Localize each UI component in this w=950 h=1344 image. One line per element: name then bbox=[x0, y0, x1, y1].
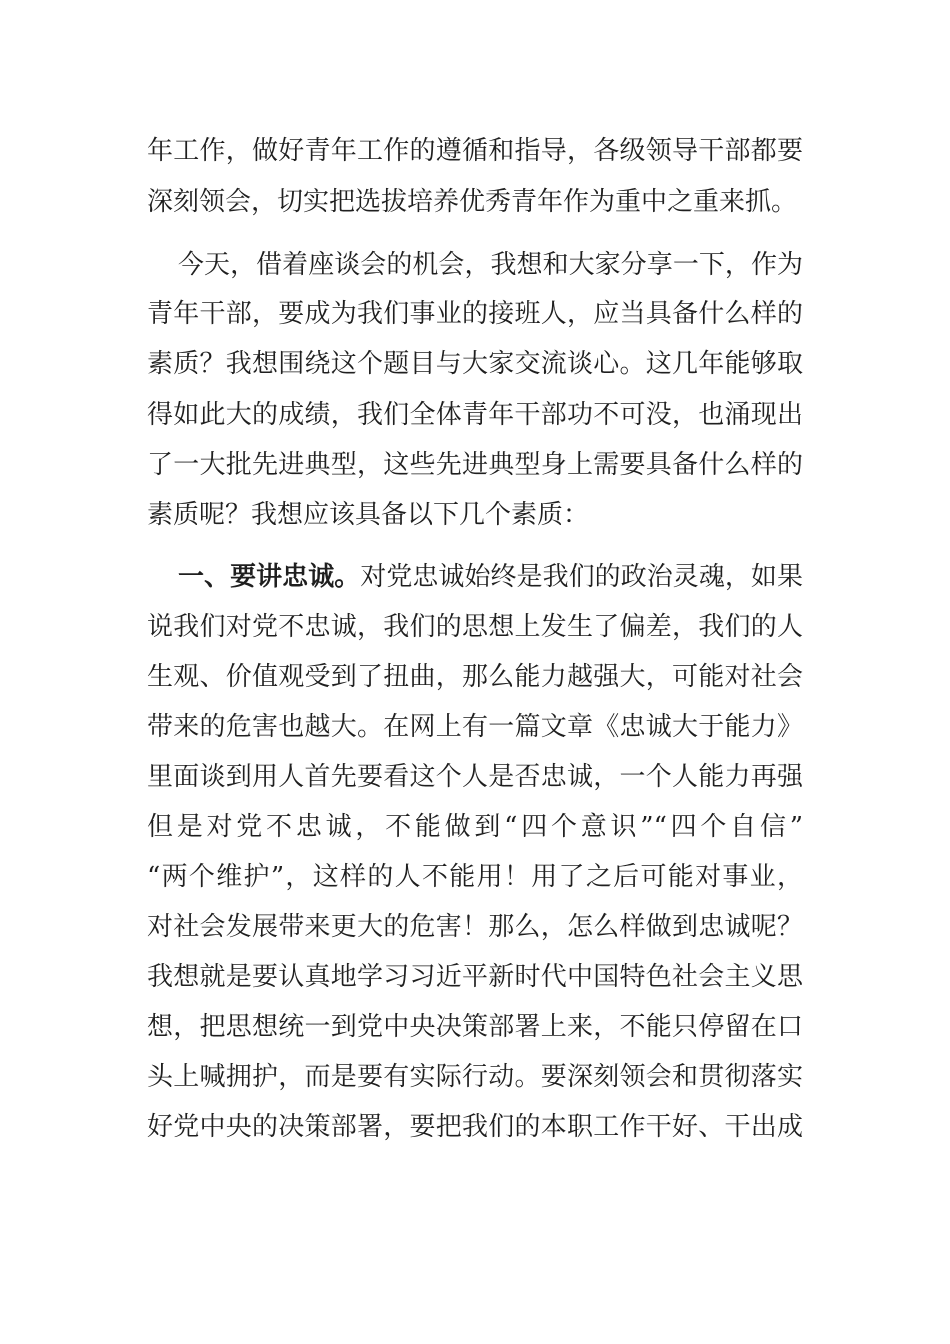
section-heading: 一、要讲忠诚。 bbox=[178, 562, 361, 592]
paragraph-2-line-4: 得如此大的成绩，我们全体青年干部功不可没，也涌现出 bbox=[147, 400, 803, 430]
paragraph-2-line-6: 素质呢？我想应该具备以下几个素质： bbox=[147, 500, 590, 530]
paragraph-2-line-2: 青年干部，要成为我们事业的接班人，应当具备什么样的 bbox=[147, 299, 803, 329]
paragraph-3-line-2: 说我们对党不忠诚，我们的思想上发生了偏差，我们的人 bbox=[147, 612, 803, 642]
paragraph-3-line-4: 带来的危害也越大。在网上有一篇文章《忠诚大于能力》 bbox=[147, 712, 803, 742]
paragraph-1-line-2: 深刻领会，切实把选拔培养优秀青年作为重中之重来抓。 bbox=[147, 187, 798, 217]
paragraph-3-line-10: 想，把思想统一到党中央决策部署上来，不能只停留在口 bbox=[147, 1012, 803, 1042]
paragraph-3-line-11: 头上喊拥护，而是要有实际行动。要深刻领会和贯彻落实 bbox=[147, 1062, 803, 1092]
paragraph-3-line-1-text: 对党忠诚始终是我们的政治灵魂，如果 bbox=[360, 562, 803, 592]
paragraph-3-line-1 bbox=[178, 557, 803, 597]
paragraph-3-line-3: 生观、价值观受到了扭曲，那么能力越强大，可能对社会 bbox=[147, 662, 803, 692]
paragraph-3-line-6: 但是对党不忠诚，不能做到“四个意识”“四个自信” bbox=[147, 812, 803, 842]
paragraph-2-line-3: 素质？我想围绕这个题目与大家交流谈心。这几年能够取 bbox=[147, 349, 803, 379]
paragraph-3-line-9: 我想就是要认真地学习习近平新时代中国特色社会主义思 bbox=[147, 962, 803, 992]
paragraph-3-line-8: 对社会发展带来更大的危害！那么，怎么样做到忠诚呢？ bbox=[147, 912, 803, 942]
paragraph-1-line-1: 年工作，做好青年工作的遵循和指导，各级领导干部都要 bbox=[147, 136, 803, 166]
paragraph-3-line-12: 好党中央的决策部署，要把我们的本职工作干好、干出成 bbox=[147, 1112, 803, 1142]
paragraph-3-line-5: 里面谈到用人首先要看这个人是否忠诚，一个人能力再强 bbox=[147, 762, 803, 792]
paragraph-2-line-5: 了一大批先进典型，这些先进典型身上需要具备什么样的 bbox=[147, 450, 803, 480]
paragraph-2-line-1: 今天，借着座谈会的机会，我想和大家分享一下，作为 bbox=[178, 250, 803, 280]
paragraph-3-line-7: “两个维护”，这样的人不能用！用了之后可能对事业， bbox=[147, 862, 803, 892]
